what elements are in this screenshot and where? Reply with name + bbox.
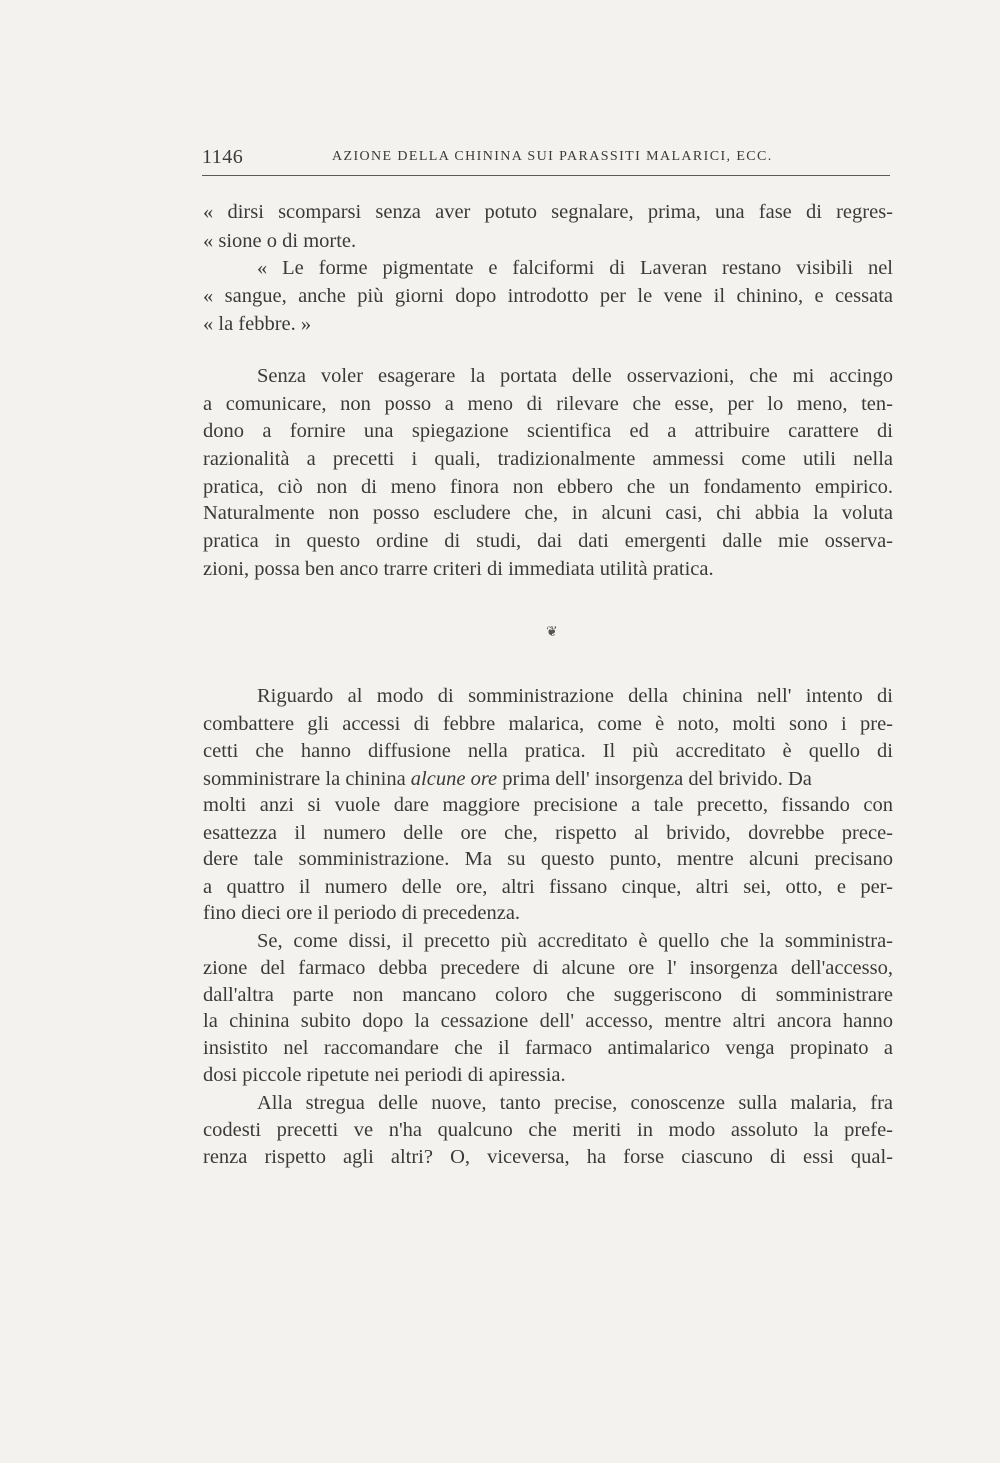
header-rule bbox=[202, 175, 890, 176]
text-line: fino dieci ore il periodo di precedenza. bbox=[203, 902, 521, 924]
text-line: molti anzi si vuole dare maggiore precisione a tale precetto, fissando con bbox=[203, 794, 893, 816]
text-line: pratica in questo ordine di studi, dai dati emergenti dalle mie osserva- bbox=[203, 530, 893, 552]
text-line: dosi piccole ripetute nei periodi di apiressia. bbox=[203, 1064, 566, 1086]
text-line: dere tale somministrazione. Ma su questo punto, mentre alcuni precisano bbox=[203, 848, 893, 870]
text-line: pratica, ciò non di meno finora non ebbero che un fondamento empirico. bbox=[203, 476, 893, 498]
text-line: renza rispetto agli altri? O, viceversa, ha forse ciascuno di essi qual- bbox=[203, 1146, 893, 1168]
text-line: « Le forme pigmentate e falciformi di Laveran restano visibili nel bbox=[257, 257, 893, 279]
text-line: la chinina subito dopo la cessazione dell' accesso, mentre altri ancora hanno bbox=[203, 1010, 893, 1032]
text-line: combattere gli accessi di febbre malarica, come è noto, molti sono i pre- bbox=[203, 713, 893, 735]
text-line: « sione o di morte. bbox=[203, 230, 357, 252]
text-line: insistito nel raccomandare che il farmaco antimalarico venga propinato a bbox=[203, 1037, 893, 1059]
text-line: codesti precetti ve n'ha qualcuno che meriti in modo assoluto la prefe- bbox=[203, 1119, 893, 1141]
text-line: zioni, possa ben anco trarre criteri di immediata utilità pratica. bbox=[203, 558, 714, 580]
text-line bbox=[203, 766, 893, 792]
text-line: a comunicare, non posso a meno di rilevare che esse, per lo meno, ten- bbox=[203, 393, 893, 415]
text-line: Riguardo al modo di somministrazione della chinina nell' intento di bbox=[257, 685, 893, 707]
running-title: AZIONE DELLA CHININA SUI PARASSITI MALARICI, ECC. bbox=[332, 149, 773, 164]
text-line: Se, come dissi, il precetto più accreditato è quello che la somministra- bbox=[257, 930, 893, 952]
text-segment: prima dell' insorgenza del brivido. Da bbox=[502, 768, 812, 790]
text-line: Naturalmente non posso escludere che, in alcuni casi, chi abbia la voluta bbox=[203, 502, 893, 524]
text-line: a quattro il numero delle ore, altri fissano cinque, altri sei, otto, e per- bbox=[203, 876, 893, 898]
text-line: « la febbre. » bbox=[203, 313, 312, 335]
text-line: Senza voler esagerare la portata delle osservazioni, che mi accingo bbox=[257, 365, 893, 387]
text-line: dall'altra parte non mancano coloro che suggeriscono di somministrare bbox=[203, 984, 893, 1006]
text-line: Alla stregua delle nuove, tanto precise, conoscenze sulla malaria, fra bbox=[257, 1092, 893, 1114]
text-line: esattezza il numero delle ore che, rispetto al brivido, dovrebbe prece- bbox=[203, 822, 893, 844]
page-number: 1146 bbox=[202, 146, 244, 168]
text-line: « sangue, anche più giorni dopo introdotto per le vene il chinino, e cessata bbox=[203, 285, 893, 307]
text-line: razionalità a precetti i quali, tradizionalmente ammessi come utili nella bbox=[203, 448, 893, 470]
running-header bbox=[202, 146, 894, 170]
section-separator-ornament: ❦ bbox=[546, 625, 558, 640]
text-line: zione del farmaco debba precedere di alcune ore l' insorgenza dell'accesso, bbox=[203, 957, 893, 979]
italic-phrase: alcune ore bbox=[410, 768, 498, 790]
text-line: cetti che hanno diffusione nella pratica. Il più accreditato è quello di bbox=[203, 740, 893, 762]
text-line: « dirsi scomparsi senza aver potuto segnalare, prima, una fase di regres- bbox=[203, 201, 893, 223]
text-line: dono a fornire una spiegazione scientifica ed a attribuire carattere di bbox=[203, 420, 893, 442]
text-segment: somministrare la chinina bbox=[203, 768, 406, 790]
